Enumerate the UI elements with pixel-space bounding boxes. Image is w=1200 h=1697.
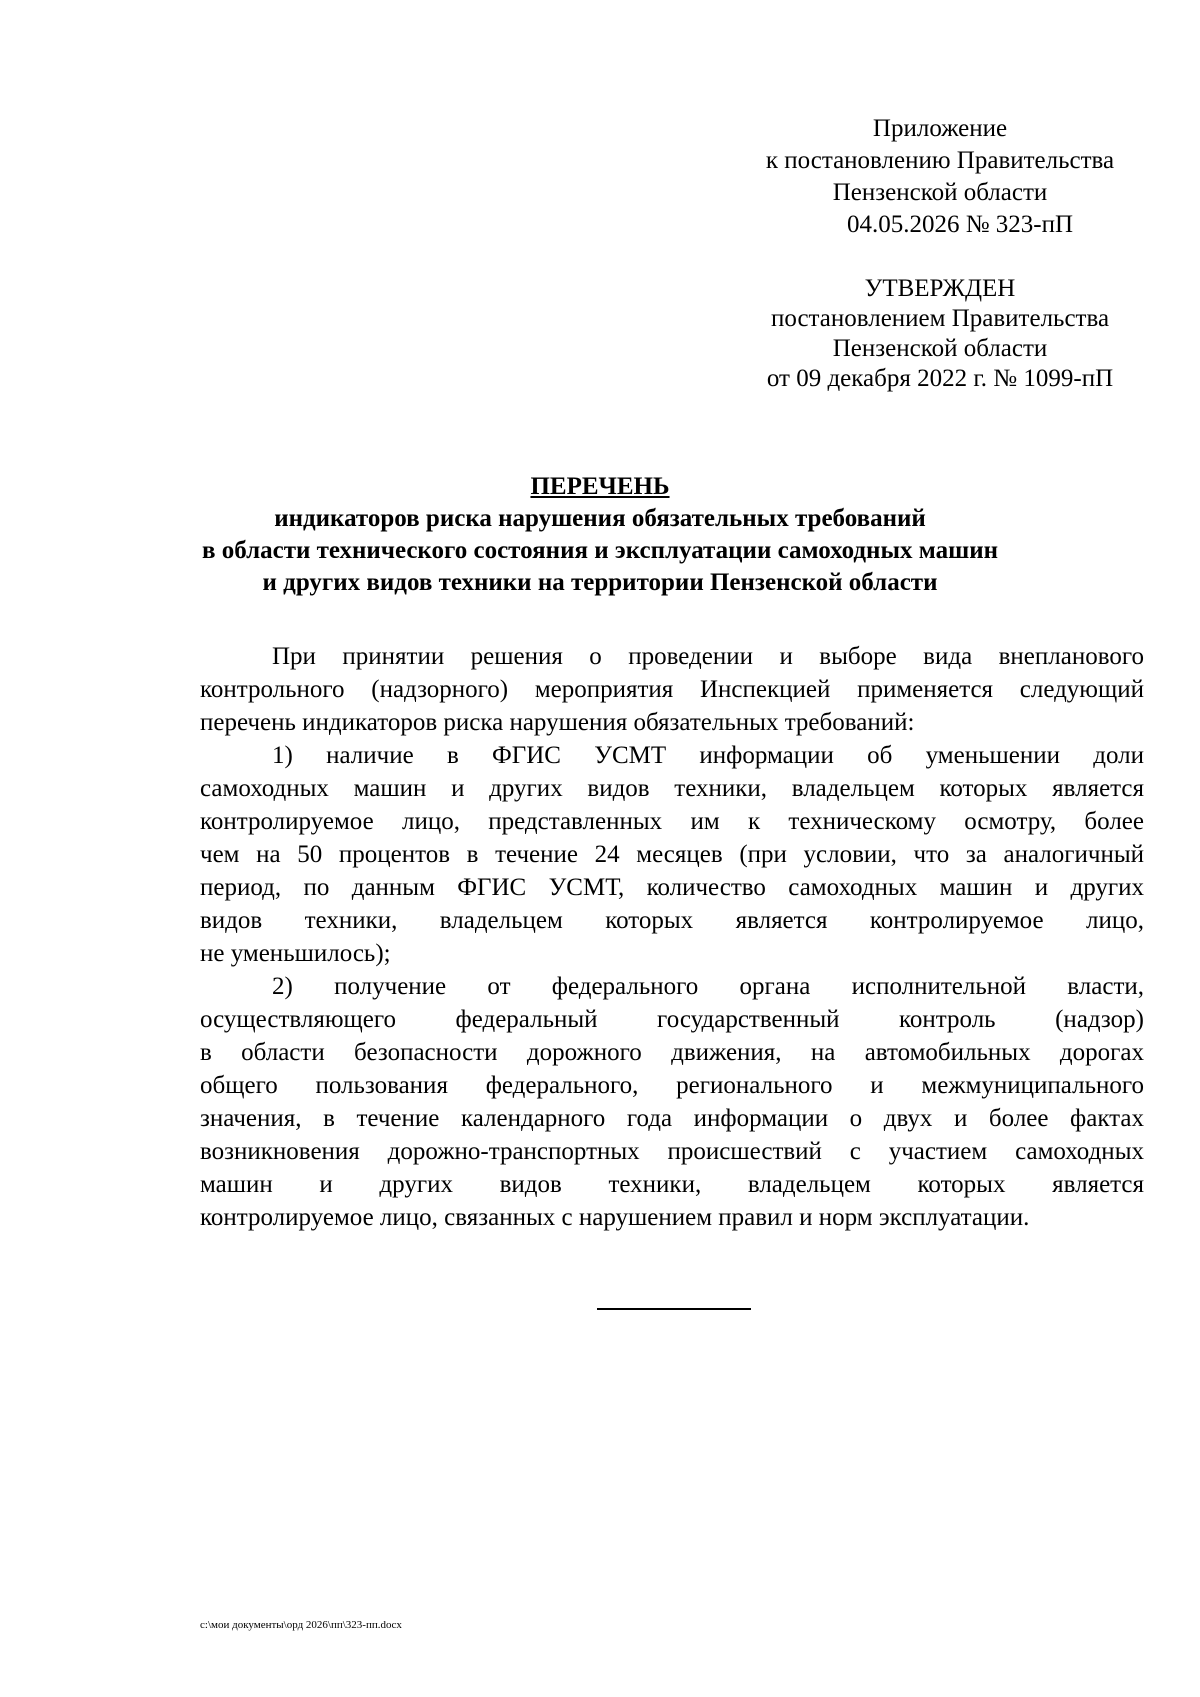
appendix-line: к постановлению Правительства [765, 147, 1115, 174]
list-item-2-line: машин и других видов техники, владельцем которых является [200, 1171, 1144, 1198]
list-item-2-line: значения, в течение календарного года информации о двух и более фактах [200, 1105, 1144, 1132]
list-item-1-line: не уменьшилось); [200, 940, 391, 967]
appendix-line: Пензенской области [832, 179, 1048, 206]
appendix-date-number: 04.05.2026 № 323-пП [846, 211, 1074, 238]
appendix-line: Приложение [872, 115, 1008, 142]
approved-line: постановлением Правительства [770, 305, 1110, 332]
approved-date-number: от 09 декабря 2022 г. № 1099-пП [766, 365, 1114, 392]
end-separator-line [597, 1308, 751, 1310]
list-item-2-line: в области безопасности дорожного движения, на автомобильных дорогах [200, 1039, 1144, 1066]
title-subline: и других видов техники на территории Пензенской области [262, 569, 938, 596]
list-item-2-line: общего пользования федерального, регионального и межмуниципального [200, 1072, 1144, 1099]
title-main: ПЕРЕЧЕНЬ [530, 473, 670, 500]
approved-header [700, 274, 1180, 394]
appendix-header [700, 113, 1180, 241]
list-item-1-line: 1) наличие в ФГИС УСМТ информации об уменьшении доли [272, 742, 1144, 769]
body-line: При принятии решения о проведении и выборе вида внепланового [272, 643, 1144, 670]
list-item-2-line: контролируемое лицо, связанных с нарушением правил и норм эксплуатации. [200, 1204, 1030, 1231]
list-item-1-line: самоходных машин и других видов техники, владельцем которых является [200, 775, 1144, 802]
list-item-1-line: период, по данным ФГИС УСМТ, количество самоходных машин и других [200, 874, 1144, 901]
title-subline: индикаторов риска нарушения обязательных требований [274, 505, 926, 532]
list-item-1-line: чем на 50 процентов в течение 24 месяцев (при условии, что за аналогичный [200, 841, 1144, 868]
list-item-1-line: контролируемое лицо, представленных им к техническому осмотру, более [200, 808, 1144, 835]
list-item-2-line: осуществляющего федеральный государственный контроль (надзор) [200, 1006, 1144, 1033]
document-title [150, 471, 1050, 599]
body-line: контрольного (надзорного) мероприятия Инспекцией применяется следующий [200, 676, 1144, 703]
approved-line: Пензенской области [832, 335, 1048, 362]
title-subline: в области технического состояния и эксплуатации самоходных машин [201, 537, 999, 564]
list-item-2-line: 2) получение от федерального органа исполнительной власти, [272, 973, 1144, 1000]
list-item-2-line: возникновения дорожно-транспортных происшествий с участием самоходных [200, 1138, 1144, 1165]
document-body [200, 640, 1144, 1234]
list-item-1-line: видов техники, владельцем которых является контролируемое лицо, [200, 907, 1144, 934]
approved-label: УТВЕРЖДЕН [864, 275, 1016, 302]
body-line: перечень индикаторов риска нарушения обязательных требований: [200, 709, 915, 736]
footer-file-path: c:\мои документы\орд 2026\пп\323-пп.docx [200, 1619, 402, 1631]
